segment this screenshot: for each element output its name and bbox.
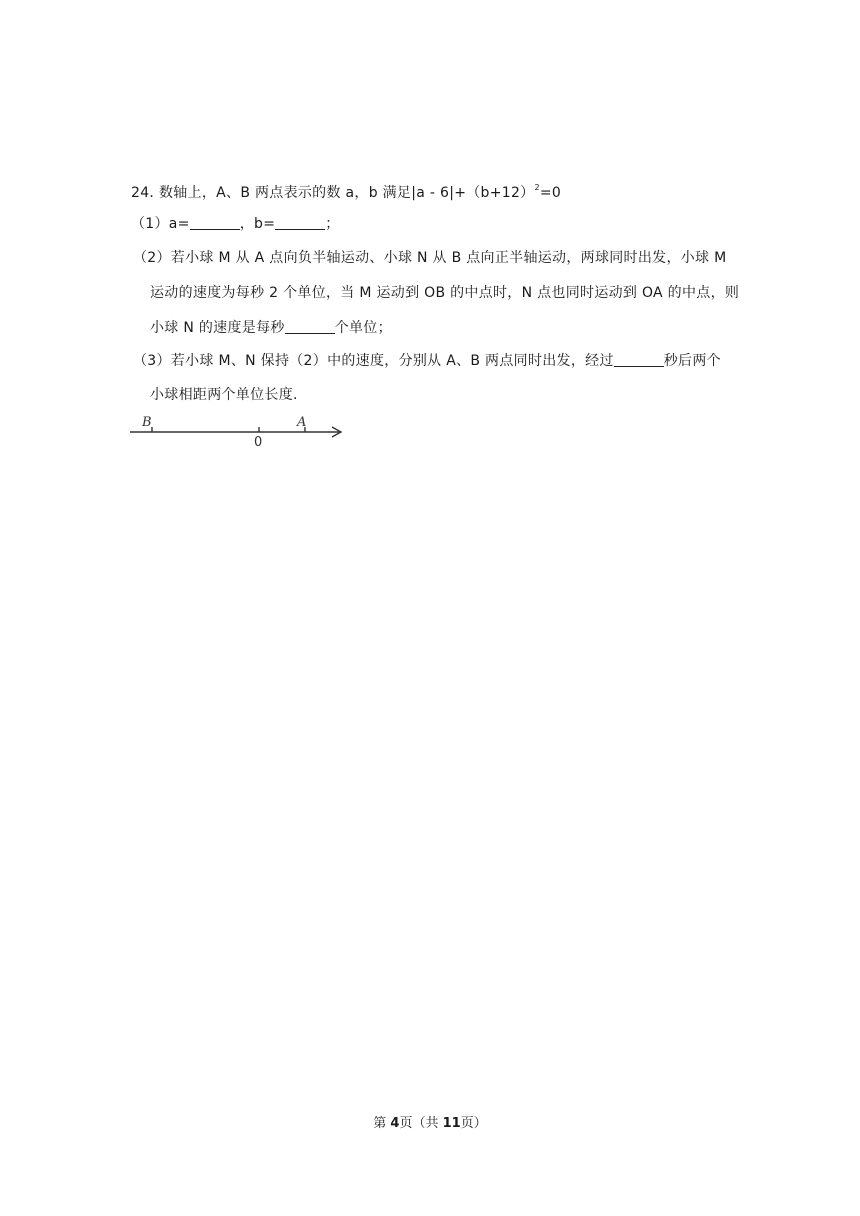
- part2-line3-end: 个单位；: [334, 320, 392, 336]
- answer-blank-b[interactable]: [275, 215, 325, 230]
- stem-text: 数轴上，A、B 两点表示的数 a，b 满足|a - 6|+（b+12）: [158, 185, 535, 201]
- part1-b-label: ，b=: [239, 216, 276, 232]
- part1: [131, 214, 340, 234]
- footer-post: 页）: [460, 1116, 487, 1131]
- question-number: 24.: [131, 185, 155, 201]
- part3-line1-text: （3）若小球 M、N 保持（2）中的速度，分别从 A、B 两点同时出发，经过: [133, 353, 614, 369]
- question-stem: [131, 178, 561, 203]
- footer-pre: 第: [373, 1116, 391, 1131]
- page-footer: [0, 1112, 860, 1131]
- footer-page-number: 4: [390, 1116, 400, 1131]
- point-b-label: B: [142, 415, 152, 430]
- footer-total-pages: 11: [442, 1116, 461, 1131]
- part1-a-label: （1）a=: [131, 216, 190, 232]
- part3-line2: 小球相距两个单位长度.: [150, 387, 298, 403]
- number-line-figure: [128, 410, 348, 450]
- answer-blank-time[interactable]: [614, 352, 664, 367]
- part2-line2: 运动的速度为每秒 2 个单位，当 M 运动到 OB 的中点时，N 点也同时运动到 OA 的中点，则: [150, 285, 740, 301]
- answer-blank-a[interactable]: [190, 215, 240, 230]
- stem-exponent: 2: [534, 183, 540, 192]
- origin-label: 0: [254, 435, 263, 450]
- part3-line1-end: 秒后两个: [663, 353, 721, 369]
- footer-mid: 页（共: [399, 1116, 443, 1131]
- part3-line1: [133, 351, 721, 371]
- part2-line3-text: 小球 N 的速度是每秒: [150, 320, 285, 336]
- part1-end: ；: [325, 216, 340, 232]
- part2-line1: （2）若小球 M 从 A 点向负半轴运动、小球 N 从 B 点向正半轴运动，两球同时出发，小球 M: [133, 250, 727, 266]
- stem-equals: =0: [539, 185, 562, 201]
- answer-blank-speed[interactable]: [285, 319, 335, 334]
- part2-line3: [150, 318, 392, 338]
- point-a-label: A: [297, 415, 307, 430]
